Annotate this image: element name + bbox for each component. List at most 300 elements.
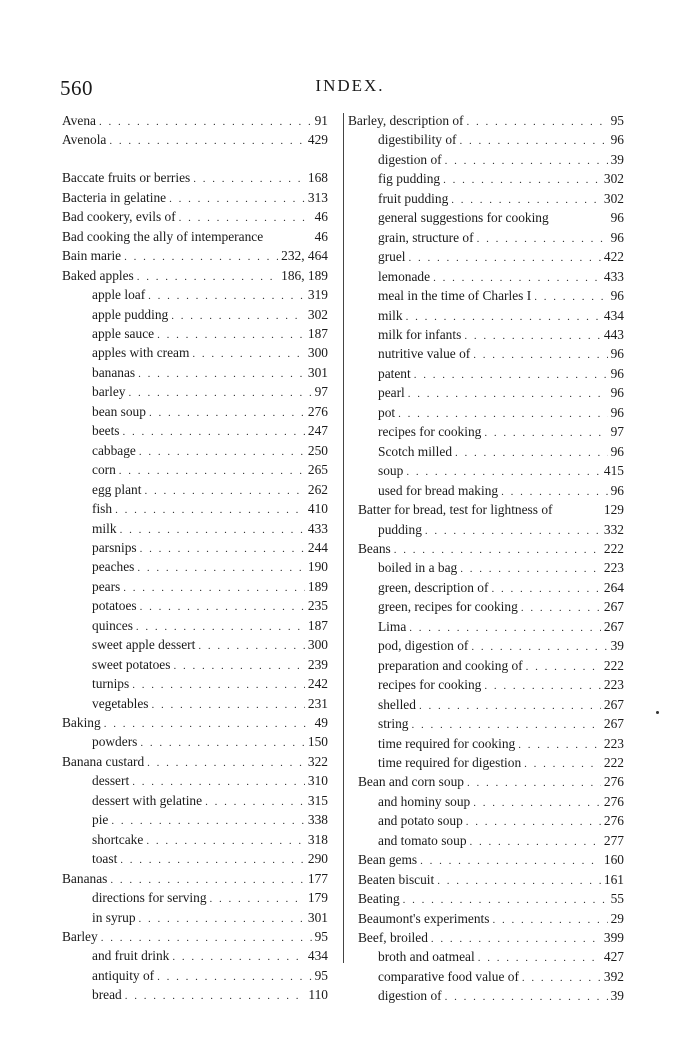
dot-leader	[394, 541, 601, 559]
index-term: Beaten biscuit	[358, 871, 435, 887]
index-page-numbers: 223	[603, 735, 624, 751]
dot-leader	[473, 794, 601, 812]
index-page-numbers: 95	[314, 967, 328, 983]
dot-leader	[172, 948, 305, 966]
index-page-numbers: 267	[603, 716, 624, 732]
index-entry	[62, 344, 328, 363]
index-page-numbers: 267	[603, 696, 624, 712]
index-page-numbers: 150	[307, 734, 328, 750]
index-entry	[348, 404, 624, 423]
index-term: egg plant	[92, 481, 142, 497]
dot-leader	[101, 929, 312, 947]
index-page-numbers: 427	[603, 949, 624, 965]
index-entry	[62, 189, 328, 208]
index-term: recipes for cooking	[378, 424, 482, 440]
dot-leader	[146, 832, 305, 850]
index-entry	[62, 461, 328, 480]
index-page-numbers: 96	[610, 385, 624, 401]
index-page-numbers: 443	[603, 326, 624, 342]
index-entry	[62, 733, 328, 752]
index-entry	[348, 618, 624, 637]
dot-leader	[522, 969, 601, 987]
index-page-numbers: 242	[307, 676, 328, 692]
index-term: pod, digestion of	[378, 638, 469, 654]
index-entry	[348, 423, 624, 442]
index-entry	[62, 928, 328, 947]
index-page-numbers: 338	[307, 812, 328, 828]
index-term: Banana custard	[62, 753, 145, 769]
index-entry	[348, 637, 624, 656]
index-term: barley	[92, 384, 126, 400]
index-term: preparation and cooking of	[378, 657, 523, 673]
dot-leader	[111, 812, 305, 830]
dot-leader	[193, 170, 305, 188]
index-term: apple pudding	[92, 306, 169, 322]
index-page-numbers: 332	[603, 521, 624, 537]
column-divider	[343, 113, 344, 963]
index-term: turnips	[92, 676, 130, 692]
index-entry	[62, 617, 328, 636]
index-page-numbers: 302	[603, 190, 624, 206]
index-term: green, recipes for cooking	[378, 599, 518, 615]
dot-leader	[157, 326, 305, 344]
index-page-numbers: 95	[314, 929, 328, 945]
index-term: bananas	[92, 364, 136, 380]
index-entry	[62, 325, 328, 344]
index-page-numbers: 96	[610, 210, 624, 226]
dot-leader	[137, 559, 305, 577]
index-page-numbers: 55	[610, 891, 624, 907]
index-page-numbers: 187	[307, 617, 328, 633]
index-page-numbers: 265	[307, 462, 328, 478]
index-term: toast	[92, 851, 118, 867]
index-entry	[348, 812, 624, 831]
dot-leader	[409, 619, 601, 637]
dot-leader	[198, 637, 305, 655]
index-entry	[348, 345, 624, 364]
index-term: fish	[92, 501, 113, 517]
index-term: boiled in a bag	[378, 560, 458, 576]
dot-leader	[205, 793, 305, 811]
index-term: green, description of	[378, 579, 489, 595]
index-page-numbers: 310	[307, 773, 328, 789]
dot-leader	[140, 540, 305, 558]
dot-leader	[157, 968, 312, 986]
index-page-numbers: 262	[307, 481, 328, 497]
index-page-numbers: 392	[603, 968, 624, 984]
index-entry	[348, 696, 624, 715]
index-page-numbers: 250	[307, 442, 328, 458]
index-page-numbers: 190	[307, 559, 328, 575]
index-term: milk	[92, 520, 117, 536]
index-term: pie	[92, 812, 109, 828]
index-term: broth and oatmeal	[378, 949, 475, 965]
dot-leader	[147, 754, 305, 772]
index-page-numbers: 160	[603, 852, 624, 868]
dot-leader	[138, 365, 305, 383]
dot-leader	[149, 404, 305, 422]
dot-leader	[139, 443, 305, 461]
index-entry	[62, 558, 328, 577]
index-page-numbers: 315	[307, 792, 328, 808]
index-term: comparative food value of	[378, 968, 519, 984]
index-term: sweet potatoes	[92, 656, 171, 672]
index-term: general suggestions for cooking	[378, 210, 549, 226]
index-term: recipes for cooking	[378, 677, 482, 693]
index-entry	[62, 714, 328, 733]
index-term: meal in the time of Charles I	[378, 288, 532, 304]
index-entry	[348, 326, 624, 345]
index-page-numbers: 39	[610, 638, 624, 654]
index-entry	[348, 559, 624, 578]
index-entry	[62, 208, 328, 227]
dot-leader	[192, 345, 304, 363]
index-term: and tomato soup	[378, 832, 467, 848]
index-term: and potato soup	[378, 813, 463, 829]
index-entry	[62, 169, 328, 188]
index-entry	[62, 909, 328, 928]
index-entry	[348, 443, 624, 462]
index-page-numbers: 39	[610, 988, 624, 1004]
dot-leader	[132, 676, 305, 694]
index-term: fig pudding	[378, 171, 441, 187]
index-term: Baccate fruits or berries	[62, 170, 191, 186]
index-entry	[62, 228, 328, 247]
index-term: Scotch milled	[378, 443, 453, 459]
dot-leader	[179, 209, 312, 227]
index-entry	[348, 384, 624, 403]
index-page-numbers: 96	[610, 482, 624, 498]
index-entry	[62, 831, 328, 850]
index-term: and fruit drink	[92, 948, 170, 964]
index-entry	[62, 675, 328, 694]
index-page-numbers: 223	[603, 677, 624, 693]
index-entry	[62, 772, 328, 791]
dot-leader	[470, 833, 601, 851]
index-entry	[348, 910, 624, 929]
index-entry	[348, 890, 624, 909]
index-term: cabbage	[92, 442, 136, 458]
index-entry	[348, 871, 624, 890]
index-entry	[348, 287, 624, 306]
index-page-numbers: 434	[307, 948, 328, 964]
index-term: Bean and corn soup	[358, 774, 464, 790]
index-entry	[62, 986, 328, 1005]
index-term: Beans	[358, 540, 391, 556]
dot-leader	[171, 307, 305, 325]
index-entry	[348, 365, 624, 384]
index-page-numbers: 422	[603, 249, 624, 265]
index-page-numbers: 96	[610, 346, 624, 362]
index-entry	[62, 247, 328, 266]
dot-leader	[144, 482, 304, 500]
dot-leader	[419, 697, 601, 715]
index-term: Beef, broiled	[358, 930, 428, 946]
index-page-numbers: 91	[314, 113, 328, 128]
dot-leader	[420, 852, 601, 870]
index-page-numbers: 187	[307, 325, 328, 341]
dot-leader	[210, 890, 305, 908]
index-page-numbers: 186, 189	[281, 267, 328, 283]
dot-leader	[467, 774, 601, 792]
page-number: 560	[60, 76, 93, 100]
index-entry	[62, 578, 328, 597]
index-term: apple loaf	[92, 287, 146, 303]
index-term: Avenola	[62, 132, 107, 148]
index-term: beets	[92, 423, 120, 439]
index-page-numbers: 244	[307, 539, 328, 555]
stray-mark	[656, 711, 659, 714]
index-page-numbers: 415	[603, 463, 624, 479]
index-entry	[348, 268, 624, 287]
dot-leader	[169, 190, 305, 208]
dot-leader	[140, 598, 305, 616]
dot-leader	[501, 483, 608, 501]
index-term: Beating	[358, 891, 400, 907]
index-entry	[348, 170, 624, 189]
index-page-numbers: 46	[314, 209, 328, 225]
index-entry	[62, 500, 328, 519]
index-term: time required for cooking	[378, 735, 516, 751]
index-page-numbers: 232, 464	[281, 248, 328, 264]
index-page-numbers: 276	[603, 813, 624, 829]
index-page-numbers: 302	[307, 306, 328, 322]
index-column-right	[348, 112, 624, 1007]
index-entry	[348, 521, 624, 540]
index-entry	[62, 695, 328, 714]
index-page-numbers: 222	[603, 657, 624, 673]
index-page-numbers: 96	[610, 365, 624, 381]
index-term: Bananas	[62, 870, 108, 886]
index-page-numbers: 168	[307, 170, 328, 186]
index-page-numbers: 177	[307, 870, 328, 886]
index-page-numbers: 318	[307, 831, 328, 847]
index-page-numbers: 96	[610, 443, 624, 459]
index-entry	[62, 267, 328, 286]
dot-leader	[132, 773, 305, 791]
dot-leader	[406, 463, 601, 481]
index-term: dessert with gelatine	[92, 792, 203, 808]
index-term: bread	[92, 987, 122, 1003]
index-term: directions for serving	[92, 890, 207, 906]
index-term: Bean gems	[358, 852, 418, 868]
dot-leader	[467, 113, 608, 131]
index-page-numbers: 301	[307, 909, 328, 925]
dot-leader	[123, 579, 305, 597]
dot-leader	[425, 522, 601, 540]
index-term: parsnips	[92, 539, 137, 555]
index-entry	[348, 112, 624, 131]
index-page-numbers: 300	[307, 637, 328, 653]
index-entry	[348, 131, 624, 150]
index-term: milk	[378, 307, 403, 323]
index-page-numbers: 313	[307, 189, 328, 205]
index-entry	[62, 870, 328, 889]
index-page-numbers: 231	[307, 695, 328, 711]
dot-leader	[148, 287, 305, 305]
index-entry	[348, 579, 624, 598]
dot-leader	[99, 113, 312, 131]
dot-leader	[409, 249, 601, 267]
index-entry	[62, 306, 328, 325]
index-page-numbers: 429	[307, 132, 328, 148]
index-entry	[348, 462, 624, 481]
index-page-numbers: 276	[603, 774, 624, 790]
index-term: digestion of	[378, 151, 442, 167]
index-entry	[62, 792, 328, 811]
dot-leader	[471, 638, 607, 656]
index-entry	[62, 850, 328, 869]
dot-leader	[125, 987, 306, 1005]
dot-leader	[443, 171, 601, 189]
index-term: nutritive value of	[378, 346, 471, 362]
index-page-numbers: 247	[307, 423, 328, 439]
index-page-numbers: 222	[603, 540, 624, 556]
index-page-numbers: 290	[307, 851, 328, 867]
index-entry	[62, 422, 328, 441]
index-entry	[62, 889, 328, 908]
index-term: pudding	[378, 521, 422, 537]
index-term: Bad cooking the ally of intemperance	[62, 228, 264, 244]
index-entry	[348, 307, 624, 326]
running-head: INDEX.	[315, 76, 385, 95]
dot-leader	[464, 327, 601, 345]
index-term: pearl	[378, 385, 405, 401]
dot-leader	[173, 657, 304, 675]
index-entry	[62, 131, 328, 150]
dot-leader	[124, 248, 278, 266]
index-term: gruel	[378, 249, 406, 265]
dot-leader	[137, 268, 278, 286]
dot-leader	[110, 871, 305, 889]
index-entry	[62, 442, 328, 461]
index-entry	[348, 482, 624, 501]
index-entry	[62, 383, 328, 402]
index-entry	[62, 753, 328, 772]
index-term: Batter for bread, test for lightness of	[358, 502, 553, 518]
index-page-numbers: 129	[603, 502, 624, 518]
dot-leader	[534, 288, 607, 306]
index-page-numbers: 276	[307, 403, 328, 419]
index-page-numbers: 110	[308, 987, 328, 1003]
index-term: Barley, description of	[348, 113, 464, 128]
index-term: vegetables	[92, 695, 149, 711]
index-page-numbers: 223	[603, 560, 624, 576]
index-page-numbers: 96	[610, 229, 624, 245]
dot-leader	[152, 696, 305, 714]
index-entry	[348, 676, 624, 695]
index-term: and hominy soup	[378, 793, 471, 809]
dot-leader	[451, 191, 601, 209]
dot-leader	[445, 152, 608, 170]
index-page-numbers: 239	[307, 656, 328, 672]
dot-leader	[477, 230, 608, 248]
index-term: dessert	[92, 773, 130, 789]
index-page-numbers: 97	[610, 424, 624, 440]
dot-leader	[403, 891, 608, 909]
index-page-numbers: 322	[307, 753, 328, 769]
index-term: time required for digestion	[378, 754, 522, 770]
index-page-numbers: 433	[307, 520, 328, 536]
dot-leader	[524, 755, 601, 773]
dot-leader	[437, 872, 601, 890]
index-term: pears	[92, 578, 121, 594]
index-entry	[348, 209, 624, 228]
dot-leader	[119, 462, 305, 480]
index-term: Avena	[62, 113, 96, 128]
index-page-numbers: 95	[610, 113, 624, 128]
index-entry	[62, 947, 328, 966]
index-entry	[62, 112, 328, 131]
dot-leader	[473, 346, 607, 364]
dot-leader	[120, 851, 305, 869]
index-entry	[348, 851, 624, 870]
index-page-numbers: 302	[603, 171, 624, 187]
dot-leader	[109, 132, 305, 150]
index-term: peaches	[92, 559, 135, 575]
index-term: apples with cream	[92, 345, 190, 361]
index-term: antiquity of	[92, 967, 155, 983]
index-term: grain, structure of	[378, 229, 474, 245]
index-term: string	[378, 716, 409, 732]
dot-leader	[484, 424, 607, 442]
dot-leader	[136, 618, 305, 636]
dot-leader	[431, 930, 601, 948]
dot-leader	[492, 911, 607, 929]
index-entry	[62, 539, 328, 558]
index-page-numbers: 235	[307, 598, 328, 614]
index-term: sweet apple dessert	[92, 637, 196, 653]
dot-leader	[128, 384, 311, 402]
index-term: used for bread making	[378, 482, 499, 498]
dot-leader	[139, 910, 305, 928]
dot-leader	[414, 366, 608, 384]
index-term: fruit pudding	[378, 190, 449, 206]
index-entry	[348, 598, 624, 617]
index-page-numbers: 46	[314, 228, 328, 244]
index-column-left	[62, 112, 328, 1006]
index-entry	[348, 832, 624, 851]
index-page-numbers: 189	[307, 578, 328, 594]
index-term: quinces	[92, 617, 133, 633]
index-page-numbers: 222	[603, 754, 624, 770]
index-entry	[62, 967, 328, 986]
index-entry	[348, 929, 624, 948]
index-page-numbers: 96	[610, 288, 624, 304]
index-entry	[348, 151, 624, 170]
index-term: Bad cookery, evils of	[62, 209, 176, 225]
index-page-numbers: 29	[610, 910, 624, 926]
index-page-numbers: 49	[314, 715, 328, 731]
index-page-numbers: 39	[610, 151, 624, 167]
index-term: milk for infants	[378, 326, 462, 342]
index-page-numbers: 300	[307, 345, 328, 361]
index-entry	[348, 540, 624, 559]
index-term: Lima	[378, 618, 407, 634]
index-term: Barley	[62, 929, 98, 945]
dot-leader	[115, 501, 305, 519]
index-page-numbers: 179	[307, 890, 328, 906]
index-term: pot	[378, 404, 396, 420]
index-entry	[348, 987, 624, 1006]
index-entry	[348, 657, 624, 676]
dot-leader	[526, 658, 601, 676]
index-term: lemonade	[378, 268, 431, 284]
index-entry	[348, 968, 624, 987]
index-term: Baking	[62, 715, 101, 731]
dot-leader	[491, 580, 600, 598]
index-page-numbers: 277	[603, 832, 624, 848]
